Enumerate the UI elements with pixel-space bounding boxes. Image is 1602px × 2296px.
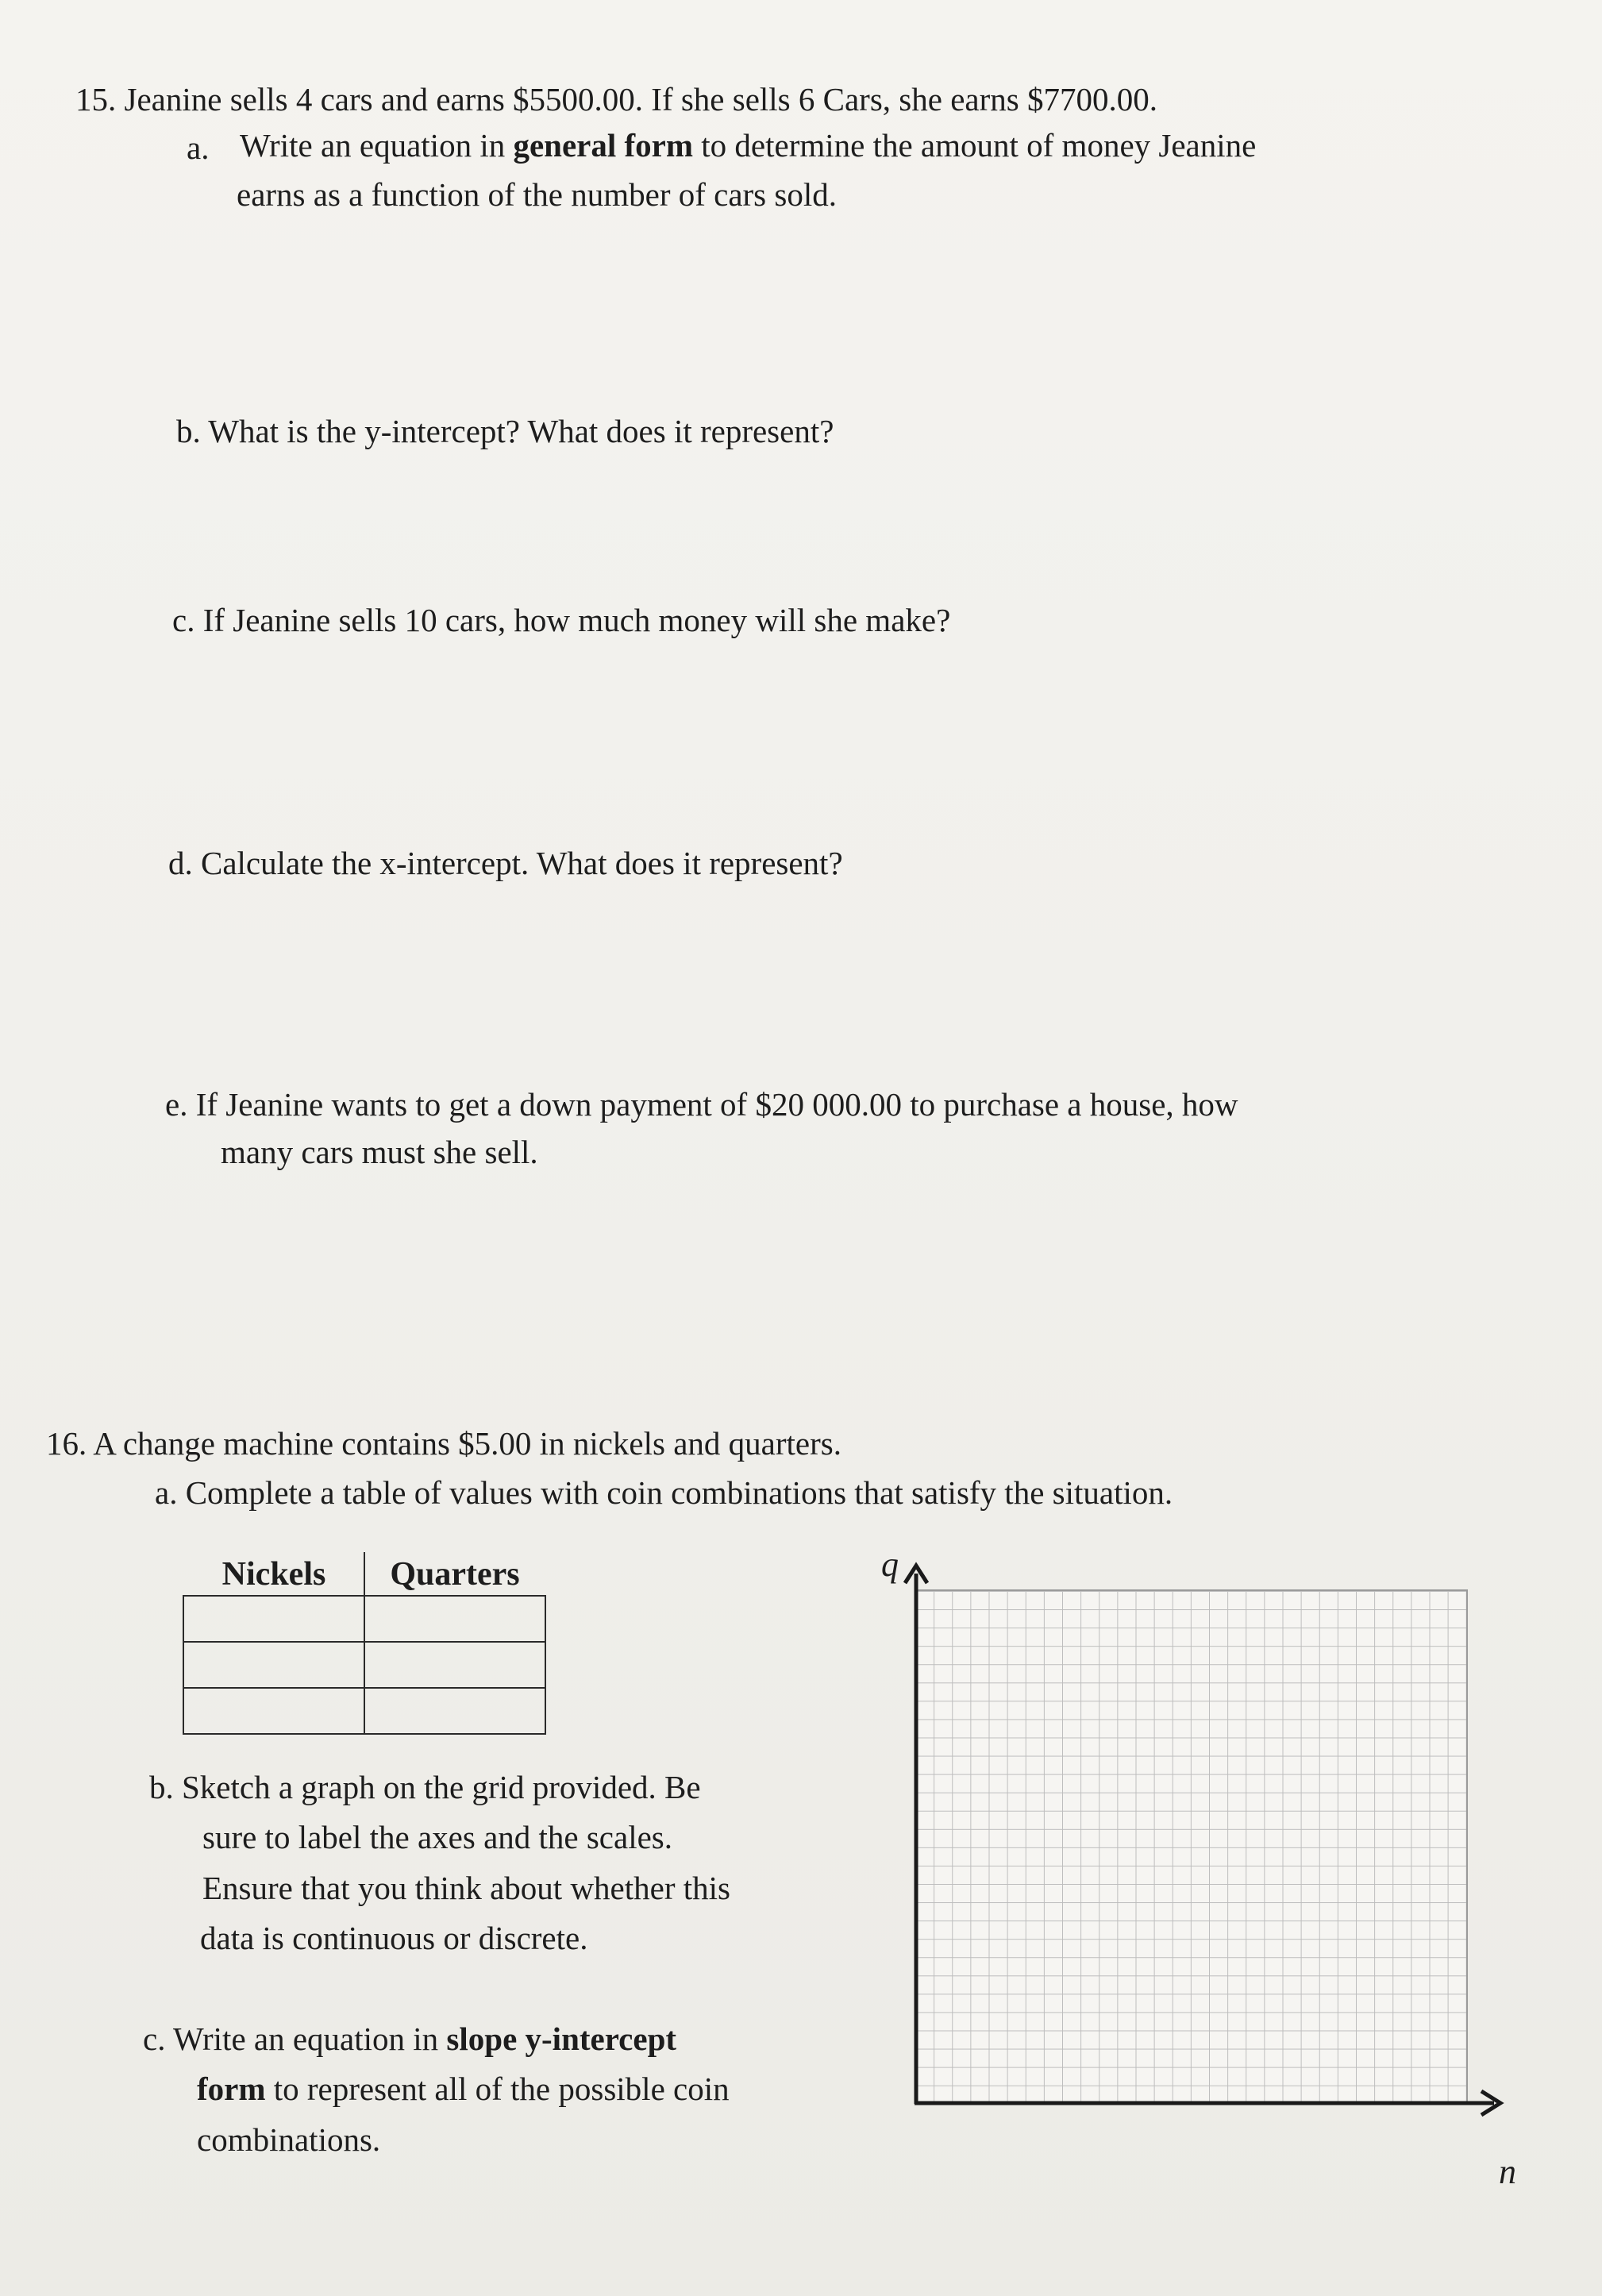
question-16c-emphasis-2: form: [197, 2071, 266, 2107]
question-16c-prompt: [143, 2021, 676, 2058]
question-15b-prompt: b. What is the y-intercept? What does it represent?: [176, 413, 834, 449]
quarters-cell[interactable]: [364, 1596, 545, 1642]
question-16c-text: c. Write an equation in: [143, 2021, 447, 2057]
quarters-cell[interactable]: [364, 1688, 545, 1734]
question-15e-prompt-line2: many cars must she sell.: [221, 1134, 538, 1170]
question-15a-text: Write an equation in: [240, 127, 514, 164]
question-16c-prompt-line3: combinations.: [197, 2121, 381, 2158]
x-axis-label: n: [1499, 2152, 1516, 2191]
question-15c-prompt: c. If Jeanine sells 10 cars, how much money will she make?: [172, 602, 951, 638]
table-row: [183, 1688, 545, 1734]
question-15a-prompt-line2: earns as a function of the number of cars sold.: [237, 176, 837, 213]
nickels-cell[interactable]: [183, 1642, 364, 1688]
axes: [897, 1556, 1532, 2159]
question-15a-letter: a.: [187, 129, 210, 166]
table-row: [183, 1596, 545, 1642]
table-header-row: [183, 1553, 545, 1596]
table-row: [183, 1642, 545, 1688]
question-16c-emphasis: slope y-intercept: [446, 2021, 677, 2057]
question-16-prompt: 16. A change machine contains $5.00 in nickels and quarters.: [46, 1425, 841, 1462]
question-15-prompt: 15. Jeanine sells 4 cars and earns $5500.00. If she sells 6 Cars, she earns $7700.00.: [75, 81, 1157, 117]
question-15a-text-end: to determine the amount of money Jeanine: [693, 127, 1257, 164]
question-16b-prompt: b. Sketch a graph on the grid provided. Be: [149, 1769, 701, 1805]
question-15a-emphasis: general form: [513, 127, 694, 164]
question-16c-text-2: to represent all of the possible coin: [265, 2071, 730, 2107]
question-16b-prompt-line2: sure to label the axes and the scales.: [202, 1819, 672, 1855]
question-16b-prompt-line3: Ensure that you think about whether this: [202, 1870, 730, 1906]
question-16c-prompt-line2: [197, 2071, 730, 2108]
question-15d-prompt: d. Calculate the x-intercept. What does it represent?: [168, 845, 843, 881]
question-16b-prompt-line4: data is continuous or discrete.: [200, 1920, 588, 1956]
quarters-column-header: Quarters: [364, 1553, 545, 1596]
nickels-cell[interactable]: [183, 1688, 364, 1734]
quarters-cell[interactable]: [364, 1642, 545, 1688]
nickels-cell[interactable]: [183, 1596, 364, 1642]
graph-grid[interactable]: [881, 1545, 1516, 2191]
question-15e-prompt: e. If Jeanine wants to get a down payment of $20 000.00 to purchase a house, how: [165, 1086, 1238, 1123]
y-axis-label: q: [881, 1545, 899, 1584]
nickels-column-header: Nickels: [183, 1553, 364, 1596]
question-16a-prompt: a. Complete a table of values with coin combinations that satisfy the situation.: [155, 1474, 1173, 1511]
question-15a-prompt: [240, 127, 1256, 164]
coin-combination-table: [183, 1552, 546, 1735]
